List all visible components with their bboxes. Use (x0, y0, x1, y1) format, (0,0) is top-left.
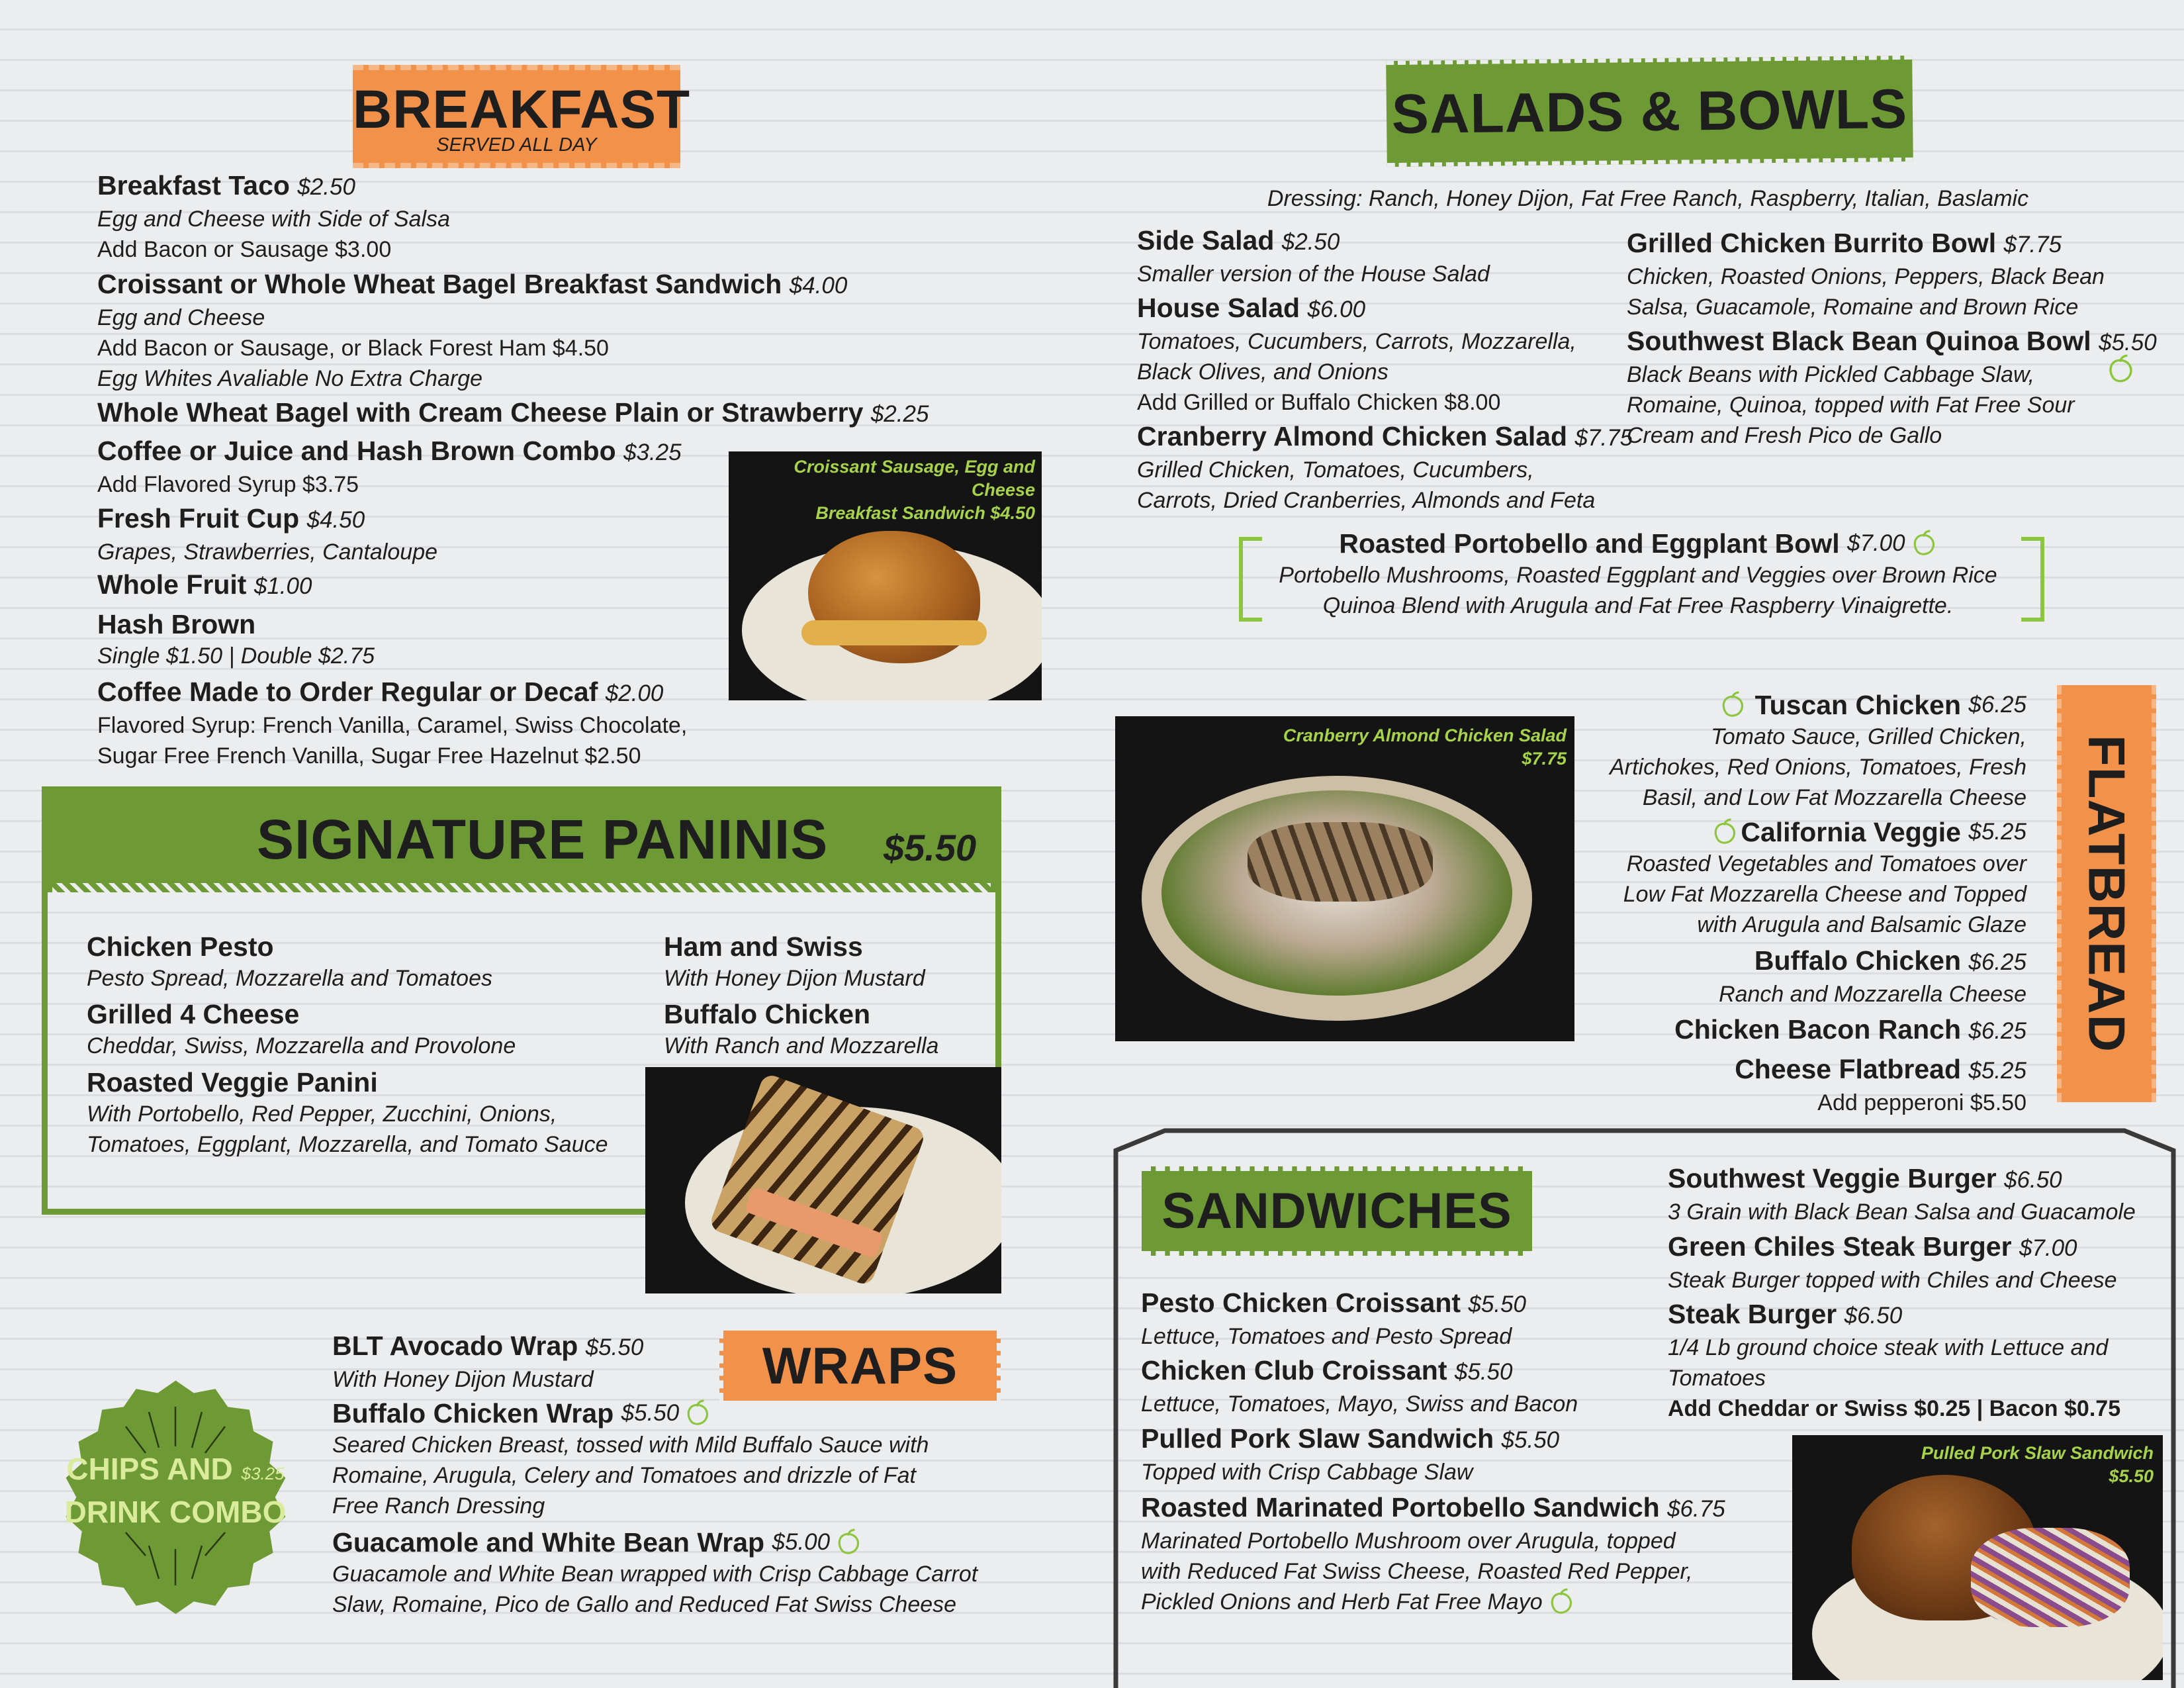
bowl-item-southwest: Southwest Black Bean Quinoa Bowl $5.50 Black Beans with Pickled Cabbage Slaw, Romaine, Quinoa, topped with Fat Free Sour Cream and Fresh Pico de Gallo (1627, 326, 2157, 448)
flatbread-item-bacon-ranch: Chicken Bacon Ranch $6.25 (1674, 1014, 2026, 1045)
leaf-icon (1909, 530, 1937, 557)
combo-price: $3.25 (241, 1464, 285, 1483)
flatbread-item-buffalo: Buffalo Chicken $6.25 Ranch and Mozzarella Cheese (1719, 945, 2026, 1007)
burger-item-southwest-veggie: Southwest Veggie Burger $6.50 3 Grain with Black Bean Salsa and Guacamole (1668, 1163, 2136, 1225)
combo-line1: CHIPS AND (66, 1452, 233, 1486)
sandwich-item-pulled-pork: Pulled Pork Slaw Sandwich $5.50 Topped with Crisp Cabbage Slaw (1141, 1423, 1560, 1485)
breakfast-subtitle: SERVED ALL DAY (436, 134, 597, 156)
breakfast-item-whole-fruit: Whole Fruit $1.00 (97, 569, 312, 600)
burger-addon: Add Cheddar or Swiss $0.25 | Bacon $0.75 (1668, 1396, 2121, 1421)
salads-title: SALADS & BOWLS (1391, 77, 1908, 146)
combo-line2: DRINK COMBO (64, 1495, 287, 1529)
sandwiches-banner (1142, 1166, 1532, 1256)
sandwich-item-pesto: Pesto Chicken Croissant $5.50 Lettuce, Tomatoes and Pesto Spread (1141, 1288, 1527, 1349)
wrap-item-buffalo: Buffalo Chicken Wrap $5.50 Seared Chicken Breast, tossed with Mild Buffalo Sauce with Romaine, Arugula, Celery and Tomatoes and drizzle of Fat Free Ranch Dressing (332, 1398, 929, 1519)
leaf-icon (2105, 354, 2135, 385)
flatbread-banner (2057, 685, 2156, 1102)
combo-text (36, 1450, 314, 1531)
pulled-pork-photo (1792, 1435, 2163, 1680)
breakfast-item-fruit-cup: Fresh Fruit Cup $4.50 Grapes, Strawberries, Cantaloupe (97, 503, 438, 565)
sandwiches-title: SANDWICHES (1161, 1183, 1512, 1239)
salad-photo-caption: Cranberry Almond Chicken Salad $7.75 (1283, 726, 1567, 769)
breakfast-banner (353, 65, 691, 168)
flatbread-title: FLATBREAD (2077, 735, 2136, 1053)
burger-item-steak: Steak Burger $6.50 1/4 Lb ground choice steak with Lettuce and Tomatoes Add Cheddar or Swiss $0.25 | Bacon $0.75 (1668, 1297, 2120, 1424)
salads-dressing: Dressing: Ranch, Honey Dijon, Fat Free Ranch, Raspberry, Italian, Baslamic (1267, 186, 2029, 211)
wrap-item-guacamole: Guacamole and White Bean Wrap $5.00 Guacamole and White Bean wrapped with Crisp Cabbage Carrot Slaw, Romaine, Pico de Gallo and Reduced Fat Swiss Cheese (332, 1527, 978, 1617)
salad-item-house: House Salad $6.00 Tomatoes, Cucumbers, Carrots, Mozzarella, Black Olives, and Onions Add Grilled or Buffalo Chicken $8.00 (1137, 293, 1576, 415)
feature-bowl: Roasted Portobello and Eggplant Bowl $7.00 Portobello Mushrooms, Roasted Eggplant and Veggies over Brown Rice Quinoa Blend with Arugula and Fat Free Raspberry Vinaigrette. (1279, 528, 1997, 618)
flatbread-item-california: California Veggie $5.25 Roasted Vegetables and Tomatoes over Low Fat Mozzarella Cheese and Topped with Arugula and Balsamic Glaze (1623, 817, 2026, 937)
wraps-title: WRAPS (762, 1336, 958, 1395)
flatbread-item-tuscan: Tuscan Chicken $6.25 Tomato Sauce, Grilled Chicken, Artichokes, Red Onions, Tomatoes, Fresh Basil, and Low Fat Mozzarella Cheese (1610, 690, 2026, 810)
leaf-icon (1547, 1588, 1574, 1616)
croissant-photo (729, 451, 1042, 700)
leaf-icon (1710, 818, 1738, 846)
breakfast-item-combo: Coffee or Juice and Hash Brown Combo $3.25 Add Flavored Syrup $3.75 (97, 436, 682, 497)
wrap-item-blt: BLT Avocado Wrap $5.50 With Honey Dijon Mustard (332, 1331, 644, 1392)
flatbread-item-cheese: Cheese Flatbread $5.25 Add pepperoni $5.50 (1735, 1054, 2026, 1115)
burger-item-green-chiles: Green Chiles Steak Burger $7.00 Steak Burger topped with Chiles and Cheese (1668, 1231, 2117, 1293)
bowl-item-burrito: Grilled Chicken Burrito Bowl $7.75 Chicken, Roasted Onions, Peppers, Black Bean Salsa, Guacamole, Romaine and Brown Rice (1627, 228, 2105, 320)
panini-item-roasted-veggie: Roasted Veggie Panini With Portobello, Red Pepper, Zucchini, Onions, Tomatoes, Eggplant, Mozzarella, and Tomato Sauce (87, 1067, 608, 1157)
panini-item-grilled-cheese: Grilled 4 Cheese Cheddar, Swiss, Mozzarella and Provolone (87, 999, 516, 1058)
panini-item-chicken-pesto: Chicken Pesto Pesto Spread, Mozzarella and Tomatoes (87, 931, 492, 991)
panini-item-ham-swiss: Ham and Swiss With Honey Dijon Mustard (664, 931, 925, 991)
leaf-icon (834, 1528, 862, 1556)
breakfast-item-hash-brown: Hash Brown Single $1.50 | Double $2.75 (97, 609, 375, 669)
breakfast-item-coffee: Coffee Made to Order Regular or Decaf $2.00 Flavored Syrup: French Vanilla, Caramel, Swiss Chocolate, Sugar Free French Vanilla, Sugar Free Hazelnut $2.50 (97, 677, 688, 769)
paninis-price: $5.50 (884, 827, 977, 868)
pulled-pork-photo-caption: Pulled Pork Slaw Sandwich $5.50 (1921, 1443, 2154, 1486)
wraps-banner (719, 1331, 1001, 1401)
breakfast-title: BREAKFAST (353, 79, 691, 140)
breakfast-item-taco: Breakfast Taco $2.50 Egg and Cheese with Side of Salsa Add Bacon or Sausage $3.00 (97, 170, 451, 262)
croissant-photo-caption: Croissant Sausage, Egg and Cheese Breakfast Sandwich $4.50 (794, 457, 1035, 523)
breakfast-item-bagel: Whole Wheat Bagel with Cream Cheese Plain or Strawberry $2.25 (97, 397, 929, 428)
leaf-icon (683, 1399, 711, 1427)
salad-item-side: Side Salad $2.50 Smaller version of the House Salad (1137, 225, 1490, 287)
leaf-icon (1718, 691, 1746, 719)
panini-item-buffalo: Buffalo Chicken With Ranch and Mozzarella (664, 999, 939, 1058)
sandwich-item-portobello: Roasted Marinated Portobello Sandwich $6.75 Marinated Portobello Mushroom over Arugula, topped with Reduced Fat Swiss Cheese, Roasted Red Pepper, Pickled Onions and Herb Fat Free Mayo (1141, 1492, 1725, 1615)
panini-photo (645, 1067, 1001, 1293)
paninis-banner (42, 786, 1001, 892)
sandwich-item-club: Chicken Club Croissant $5.50 Lettuce, Tomatoes, Mayo, Swiss and Bacon (1141, 1355, 1578, 1417)
salads-banner (1386, 56, 1913, 167)
bracket-right (2019, 536, 2049, 622)
paninis-title: SIGNATURE PANINIS (257, 808, 829, 870)
breakfast-item-croissant: Croissant or Whole Wheat Bagel Breakfast Sandwich $4.00 Egg and Cheese Add Bacon or Sausage, or Black Forest Ham $4.50 Egg Whites Avaliable No Extra Charge (97, 269, 848, 391)
salad-item-cranberry: Cranberry Almond Chicken Salad $7.75 Grilled Chicken, Tomatoes, Cucumbers, Carrots, Dried Cranberries, Almonds and Feta (1137, 421, 1633, 513)
